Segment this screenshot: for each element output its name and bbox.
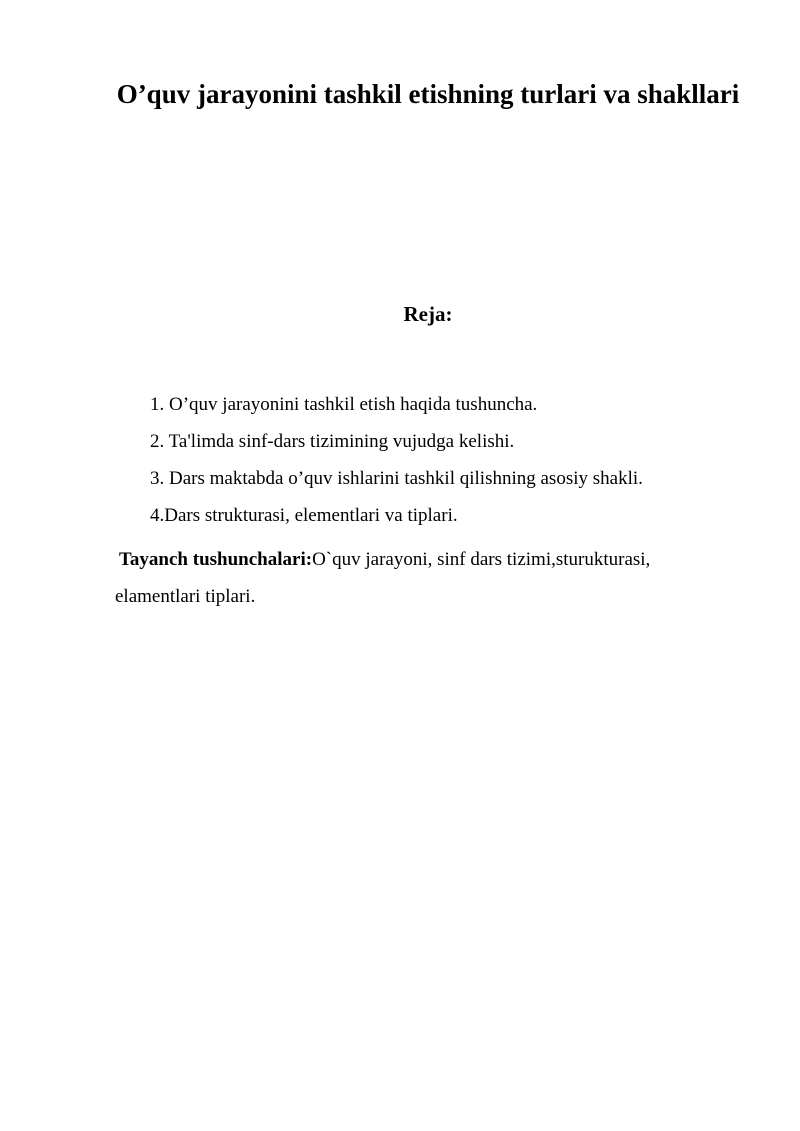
plan-item: 1. O’quv jarayonini tashkil etish haqida tushuncha. (150, 394, 538, 415)
keywords-label: Tayanch tushunchalari: (119, 549, 313, 570)
plan-item: 2. Ta'limda sinf-dars tizimining vujudga kelishi. (150, 431, 515, 452)
plan-heading: Reja: (403, 302, 453, 326)
document-title: O’quv jarayonini tashkil etishning turlari va shakllari (116, 79, 740, 109)
plan-item: 3. Dars maktabda o’quv ishlarini tashkil qilishning asosiy shakli. (150, 468, 643, 489)
keywords-text: O`quv jarayoni, sinf dars tizimi,sturukturasi, elamentlari tiplari. (115, 549, 651, 607)
plan-item: 4.Dars strukturasi, elementlari va tiplari. (150, 505, 458, 526)
keywords-paragraph (115, 541, 735, 615)
